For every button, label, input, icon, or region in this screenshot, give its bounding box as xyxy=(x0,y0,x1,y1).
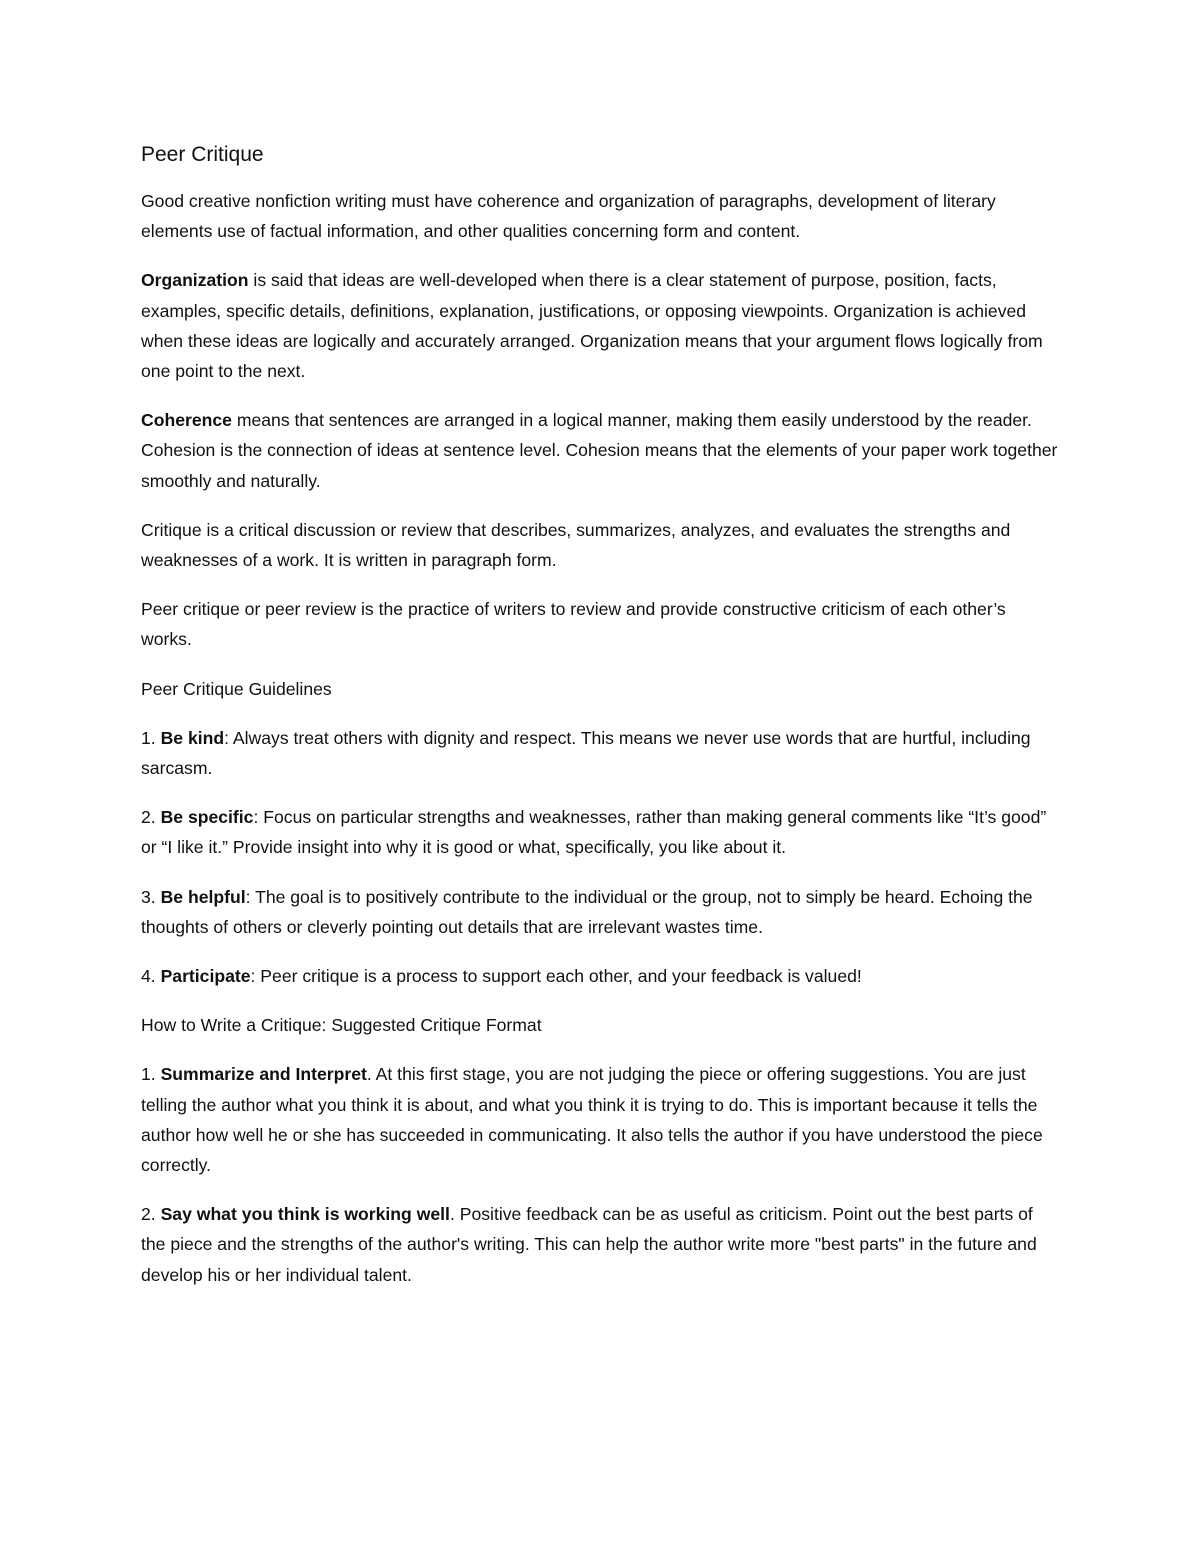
guideline-term: Be specific xyxy=(160,807,254,828)
organization-paragraph xyxy=(141,265,1061,386)
format-heading: How to Write a Critique: Suggested Critique Format xyxy=(141,1015,542,1036)
document-page xyxy=(141,138,1061,1309)
coherence-paragraph xyxy=(141,405,1061,496)
guideline-item xyxy=(141,723,1061,783)
guideline-term: Be kind xyxy=(160,727,225,748)
format-step-term: Summarize and Interpret xyxy=(160,1064,367,1085)
format-step-number: 2. xyxy=(141,1204,161,1225)
guideline-text: : The goal is to positively contribute to the individual or the group, not to simply be heard. Echoing the thoughts of others or cleverly pointing out details that are irrelevant wastes time. xyxy=(141,886,1033,937)
guideline-number: 2. xyxy=(141,807,161,828)
coherence-text: means that sentences are arranged in a logical manner, making them easily understood by the reader. Cohesion is the connection of ideas at sentence level. Cohesion means that the elements of your paper work together smoothly and naturally. xyxy=(141,410,1058,491)
guideline-term: Participate xyxy=(160,966,251,987)
format-step xyxy=(141,1199,1061,1290)
peer-critique-definition-paragraph: Peer critique or peer review is the practice of writers to review and provide constructive criticism of each other’s works. xyxy=(141,599,1006,650)
critique-definition-paragraph: Critique is a critical discussion or review that describes, summarizes, analyzes, and evaluates the strengths and weaknesses of a work. It is written in paragraph form. xyxy=(141,519,1011,571)
guideline-item xyxy=(141,961,1061,991)
format-step-number: 1. xyxy=(141,1064,161,1085)
guideline-number: 1. xyxy=(141,727,161,748)
document-title: Peer Critique xyxy=(141,143,264,166)
format-step-term: Say what you think is working well xyxy=(160,1204,450,1225)
guidelines-heading: Peer Critique Guidelines xyxy=(141,678,332,699)
guideline-item xyxy=(141,802,1061,862)
guideline-term: Be helpful xyxy=(160,886,246,907)
guideline-item xyxy=(141,882,1061,942)
organization-term: Organization xyxy=(141,270,249,291)
guideline-text: : Always treat others with dignity and respect. This means we never use words that are hurtful, including sarcasm. xyxy=(141,727,1031,779)
coherence-term: Coherence xyxy=(141,410,232,431)
guideline-text: : Peer critique is a process to support each other, and your feedback is valued! xyxy=(250,966,862,987)
format-step-text: . Positive feedback can be as useful as criticism. Point out the best parts of the piece and the strengths of the author's writing. This can help the author write more "best parts" in the future and develop his or her individual talent. xyxy=(141,1204,1037,1285)
guideline-text: : Focus on particular strengths and weaknesses, rather than making general comments like “It’s good” or “I like it.” Provide insight into why it is good or what, specifically, you like about it. xyxy=(141,807,1047,858)
intro-paragraph: Good creative nonfiction writing must have coherence and organization of paragraphs, development of literary elements use of factual information, and other qualities concerning form and content. xyxy=(141,191,996,242)
guideline-number: 3. xyxy=(141,886,161,907)
organization-text: is said that ideas are well-developed when there is a clear statement of purpose, position, facts, examples, specific details, definitions, explanation, justifications, or opposing viewpoints. Organization is achieved when these ideas are logically and accurately arranged. Organization means that your argument flows logically from one point to the next. xyxy=(141,270,1043,382)
format-step xyxy=(141,1059,1061,1180)
format-step-text: . At this first stage, you are not judging the piece or offering suggestions. You are just telling the author what you think it is about, and what you think it is trying to do. This is important because it tells the author how well he or she has succeeded in communicating. It also tells the author if you have understood the piece correctly. xyxy=(141,1064,1043,1176)
guideline-number: 4. xyxy=(141,966,161,987)
